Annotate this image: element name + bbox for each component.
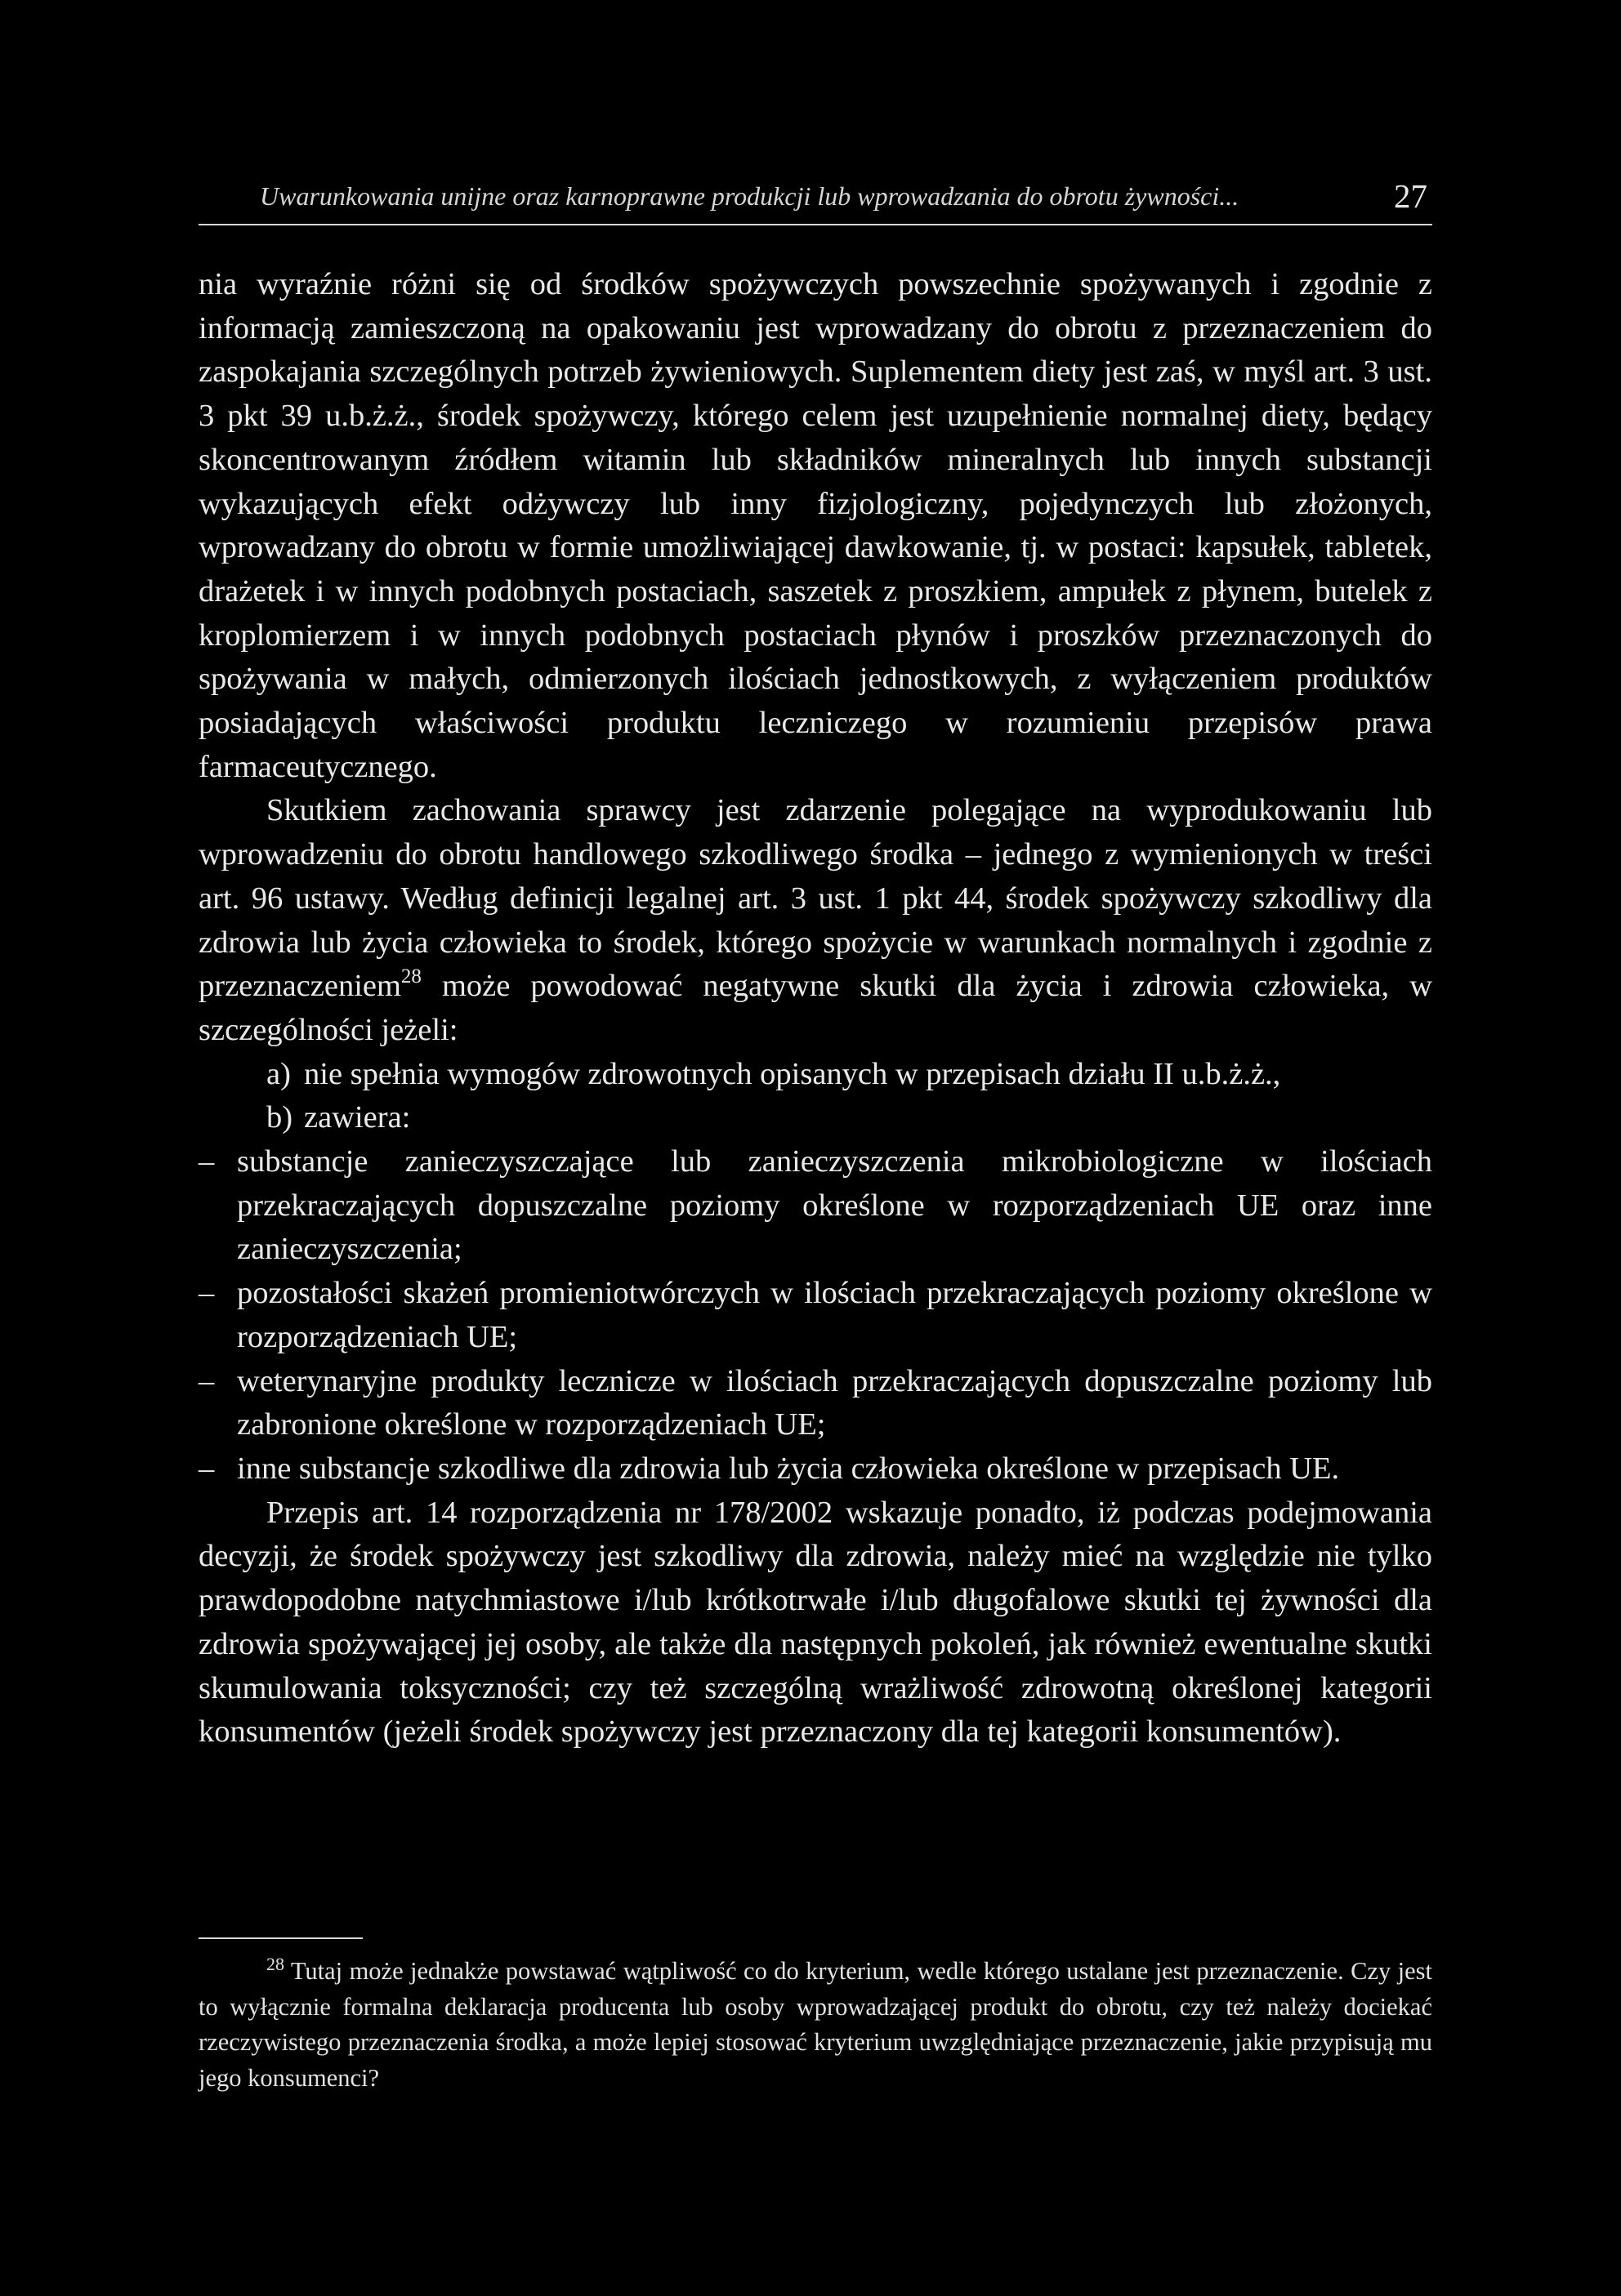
footnote-divider (199, 1937, 363, 1939)
list-item-b-text: zawiera: (304, 1100, 411, 1135)
footnote-reference: 28 (400, 965, 422, 988)
list-item-b (199, 1096, 1432, 1140)
dash-marker: – (199, 1144, 215, 1179)
dash-list-item (199, 1360, 1432, 1447)
dash-list-item (199, 1447, 1432, 1491)
running-header (199, 178, 1432, 225)
dash-list-item (199, 1140, 1432, 1272)
list-item-a-text: nie spełnia wymogów zdrowotnych opisanych w przepisach działu II u.b.ż.ż., (304, 1056, 1281, 1091)
page-number: 27 (1394, 177, 1427, 215)
dash-list-item-text: weterynaryjne produkty lecznicze w ilościach przekraczających dopuszczalne poziomy lub zabronione określone w rozporządzeniach UE; (237, 1363, 1432, 1442)
book-page (199, 0, 1432, 2296)
dash-list-item-text: pozostałości skażeń promieniotwórczych w ilościach przekraczających poziomy określone w rozporządzeniach UE; (237, 1276, 1432, 1354)
footnote-text: Tutaj może jednakże powstawać wątpliwość co do kryterium, wedle którego ustalane jest przeznaczenie. Czy jest to wyłącznie formalna deklaracja producenta lub osoby wprowadzającej produkt do obrotu, czy też należy dociekać rzeczywistego przeznaczenia środka, a może lepiej stosować kryterium uwzględniające przeznaczenie, jakie przypisują mu jego konsumenci? (199, 1957, 1432, 2092)
dash-list (199, 1140, 1432, 1491)
footnote-28 (199, 1954, 1432, 2096)
list-item-a-marker: a) (266, 1056, 291, 1091)
footnote-number: 28 (266, 1953, 284, 1974)
paragraph-skutkiem (199, 789, 1432, 1052)
dash-marker: – (199, 1451, 215, 1486)
list-item-b-marker: b) (266, 1100, 293, 1135)
dash-list-item-text: substancje zanieczyszczające lub zanieczyszczenia mikrobiologiczne w ilościach przekraczających dopuszczalne poziomy określone w rozporządzeniach UE oraz inne zanieczyszczenia; (237, 1144, 1432, 1267)
list-item-a (199, 1053, 1432, 1097)
dash-list-item-text: inne substancje szkodliwe dla zdrowia lub życia człowieka określone w przepisach UE. (237, 1451, 1340, 1486)
running-header-title: Uwarunkowania unijne oraz karnoprawne produkcji lub wprowadzania do obrotu żywności... (260, 181, 1239, 211)
dash-marker: – (199, 1363, 215, 1398)
paragraph-skutkiem-text: Skutkiem zachowania sprawcy jest zdarzenie polegające na wyprodukowaniu lub wprowadzeniu do obrotu handlowego szkodliwego środka – jednego z wymienionych w treści art. 96 ustawy. Według definicji legalnej art. 3 ust. 1 pkt 44, środek spożywczy szkodliwy dla zdrowia lub życia człowieka to środek, którego spożycie w warunkach normalnych i zgodnie z przeznaczeniem (199, 793, 1432, 1004)
dash-list-item (199, 1272, 1432, 1359)
paragraph-skutkiem-text-end: może powodować negatywne skutki dla życia i zdrowia człowieka, w szczególności jeżeli: (199, 969, 1432, 1047)
body-text (199, 263, 1432, 1754)
paragraph-continuation: nia wyraźnie różni się od środków spożywczych powszechnie spożywanych i zgodnie z informacją zamieszczoną na opakowaniu jest wprowadzany do obrotu z przeznaczeniem do zaspokajania szczególnych potrzeb żywieniowych. Suplementem diety jest zaś, w myśl art. 3 ust. 3 pkt 39 u.b.ż.ż., środek spożywczy, którego celem jest uzupełnienie normalnej diety, będący skoncentrowanym źródłem witamin lub składników mineralnych lub innych substancji wykazujących efekt odżywczy lub inny fizjologiczny, pojedynczych lub złożonych, wprowadzany do obrotu w formie umożliwiającej dawkowanie, tj. w postaci: kapsułek, tabletek, drażetek i w innych podobnych postaciach, saszetek z proszkiem, ampułek z płynem, butelek z kroplomierzem i w innych podobnych postaciach płynów i proszków przeznaczonych do spożywania w małych, odmierzonych ilościach jednostkowych, z wyłączeniem produktów posiadających właściwości produktu leczniczego w rozumieniu przepisów prawa farmaceutycznego. (199, 267, 1432, 784)
footnotes (199, 1954, 1432, 2096)
paragraph-przepis: Przepis art. 14 rozporządzenia nr 178/2002 wskazuje ponadto, iż podczas podejmowania decyzji, że środek spożywczy jest szkodliwy dla zdrowia, należy mieć na względzie nie tylko prawdopodobne natychmiastowe i/lub krótkotrwałe i/lub długofalowe skutki tej żywności dla zdrowia spożywającej jej osoby, ale także dla następnych pokoleń, jak również ewentualne skutki skumulowania toksyczności; czy też szczególną wrażliwość zdrowotną określonej kategorii konsumentów (jeżeli środek spożywczy jest przeznaczony dla tej kategorii konsumentów). (199, 1495, 1432, 1750)
dash-marker: – (199, 1276, 215, 1311)
